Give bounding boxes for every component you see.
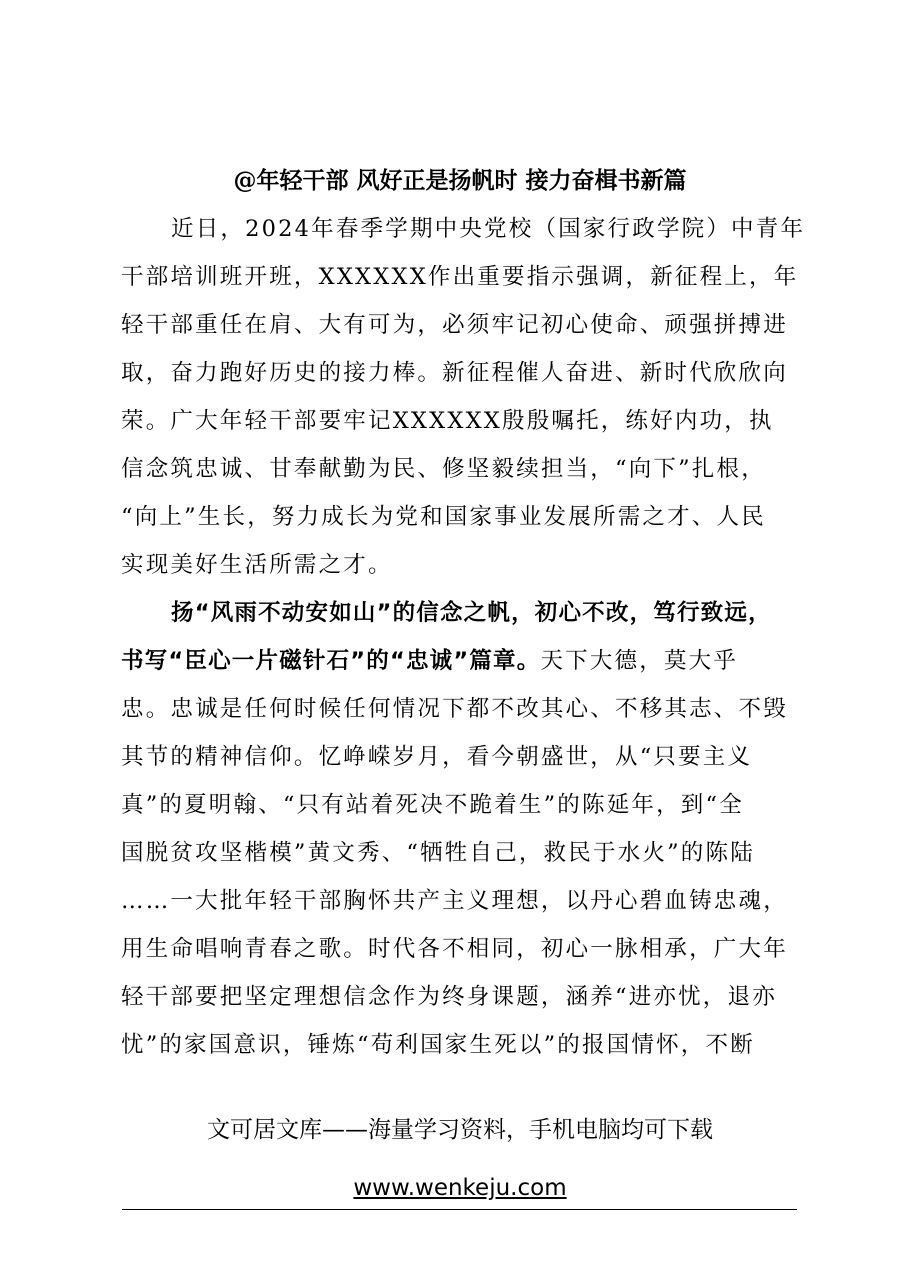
paragraph-line: 荣。广大年轻干部要牢记XXXXXX殷殷嘱托，练好内功，执 [121, 408, 774, 434]
paragraph-line: 轻干部重任在肩、大有可为，必须牢记初心使命、顽强拼搏进 [121, 312, 788, 338]
paragraph-line: “向上”生长，努力成长为党和国家事业发展所需之才、人民 [121, 504, 766, 530]
paragraph-line: 干部培训班开班，XXXXXX作出重要指示强调，新征程上，年 [121, 264, 799, 290]
paragraph-line [121, 641, 738, 681]
footer-link[interactable]: www.wenkeju.com [353, 1175, 567, 1201]
paragraph-line: 忠。忠诚是任何时候任何情况下都不改其心、不移其志、不毁 [121, 696, 788, 722]
footer-divider [122, 1209, 797, 1210]
bold-heading-line: 扬“风雨不动安如山”的信念之帆，初心不改，笃行致远， [171, 600, 772, 626]
paragraph-line: 真”的夏明翰、“只有站着死决不跪着生”的陈延年，到“全 [121, 792, 744, 818]
document-title: @年轻干部 风好正是扬帆时 接力奋楫书新篇 [233, 167, 687, 194]
bold-heading-line: 书写“臣心一片磁针石”的“忠诚”篇章。 [121, 648, 541, 674]
paragraph-line: 忧”的家国意识，锤炼“苟利国家生死以”的报国情怀，不断 [121, 1032, 755, 1058]
paragraph-text: 天下大德，莫大乎 [540, 648, 739, 674]
paragraph-line: 用生命唱响青春之歌。时代各不相同，初心一脉相承，广大年 [121, 936, 788, 962]
paragraph-line: 轻干部要把坚定理想信念作为终身课题，涵养“进亦忧，退亦 [121, 984, 777, 1010]
paragraph-line: 信念筑忠诚、甘奉献勤为民、修坚毅续担当，“向下”扎根， [121, 456, 766, 482]
paragraph-line: 其节的精神信仰。忆峥嵘岁月，看今朝盛世，从“只要主义 [121, 744, 753, 770]
paragraph-line: ……一大批年轻干部胸怀共产主义理想，以丹心碧血铸忠魂， [121, 888, 788, 914]
footer-text: 文可居文库——海量学习资料，手机电脑均可下载 [207, 1117, 713, 1143]
paragraph-line: 近日，2024年春季学期中央党校（国家行政学院）中青年 [171, 216, 806, 242]
paragraph-line: 实现美好生活所需之才。 [121, 552, 393, 578]
paragraph-line: 国脱贫攻坚楷模”黄文秀、“牺牲自己，救民于水火”的陈陆 [121, 840, 755, 866]
paragraph-line: 取，奋力跑好历史的接力棒。新征程催人奋进、新时代欣欣向 [121, 360, 788, 386]
